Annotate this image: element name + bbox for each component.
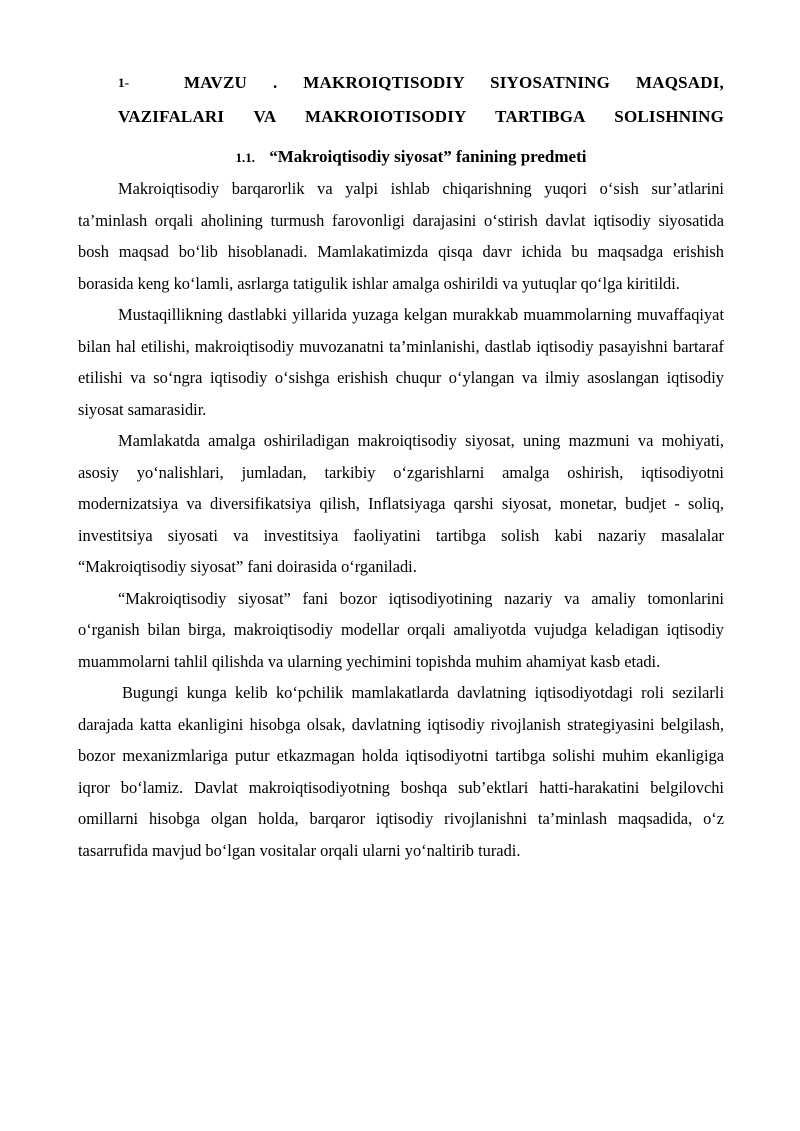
paragraph-2: Mustaqillikning dastlabki yillarida yuzaga kelgan murakkab muammolarning muvaffaqiyat bilan hal etilishi, makroiqtisodiy muvozanatni ta’minlanishi, dastlab iqtisodiy pasayishni bartaraf etilishi va so‘ngra iqtisodiy o‘sishga erishish chuqur o‘ylangan va ilmiy asoslangan iqtisodiy siyosat samarasidir. — [78, 305, 724, 419]
chapter-title-line-1: MAVZU . MAKROIQTISODIY SIYOSATNING MAQSADI, — [184, 73, 724, 92]
section-heading — [78, 146, 724, 169]
chapter-number: 1- — [118, 75, 130, 90]
chapter-title-line-2: VAZIFALARI VA MAKROIOTISODIY TARTIBGA SOLISHNING — [118, 107, 724, 126]
paragraph-1: Makroiqtisodiy barqarorlik va yalpi ishlab chiqarishning yuqori o‘sish sur’atlarini ta’minlash orqali aholining turmush farovonligi darajasini o‘stirish davlat iqtisodiy siyosatida bosh maqsad bo‘lib hisoblanadi. Mamlakatimizda qisqa davr ichida bu maqsadga erishish borasida keng ko‘lamli, asrlarga tatigulik ishlar amalga oshirildi va yutuqlar qo‘lga kiritildi. — [78, 179, 724, 293]
section-title: “Makroiqtisodiy siyosat” fanining predmeti — [269, 147, 587, 166]
section-number: 1.1. — [235, 150, 256, 165]
paragraph-5: Bugungi kunga kelib ko‘pchilik mamlakatlarda davlatning iqtisodiyotdagi roli sezilarli darajada katta ekanligini hisobga olsak, davlatning iqtisodiy rivojlanish strategiyasini belgilash, bozor mexanizmlariga putur etkazmagan holda iqtisodiyotni tartibga solishi muhim ekanligiga iqror bo‘lamiz. Davlat makroiqtisodiyotning boshqa sub’ektlari hatti-harakatini belgilovchi omillarni hisobga olgan holda, barqaror iqtisodiy rivojlanishni ta’minlash maqsadida, o‘z tasarrufida mavjud bo‘lgan vositalar orqali ularni yo‘naltirib turadi. — [78, 683, 724, 860]
paragraph-4: “Makroiqtisodiy siyosat” fani bozor iqtisodiyotining nazariy va amaliy tomonlarini o‘rganish bilan birga, makroiqtisodiy modellar orqali amaliyotda vujudga keladigan iqtisodiy muammolarni tahlil qilishda va ularning yechimini topishda muhim ahamiyat kasb etadi. — [78, 588, 724, 671]
paragraph-3: Mamlakatda amalga oshiriladigan makroiqtisodiy siyosat, uning mazmuni va mohiyati, asosiy yo‘nalishlari, jumladan, tarkibiy o‘zgarishlarni amalga oshirish, iqtisodiyotni modernizatsiya va diversifikatsiya qilish, Inflatsiyaga qarshi siyosat, monetar, budjet - soliq, investitsiya siyosati va investitsiya faoliyatini tartibga solish kabi nazariy masalalar “Makroiqtisodiy siyosat” fani doirasida o‘rganiladi. — [78, 431, 724, 576]
chapter-heading — [78, 66, 724, 134]
document-page — [78, 66, 724, 866]
